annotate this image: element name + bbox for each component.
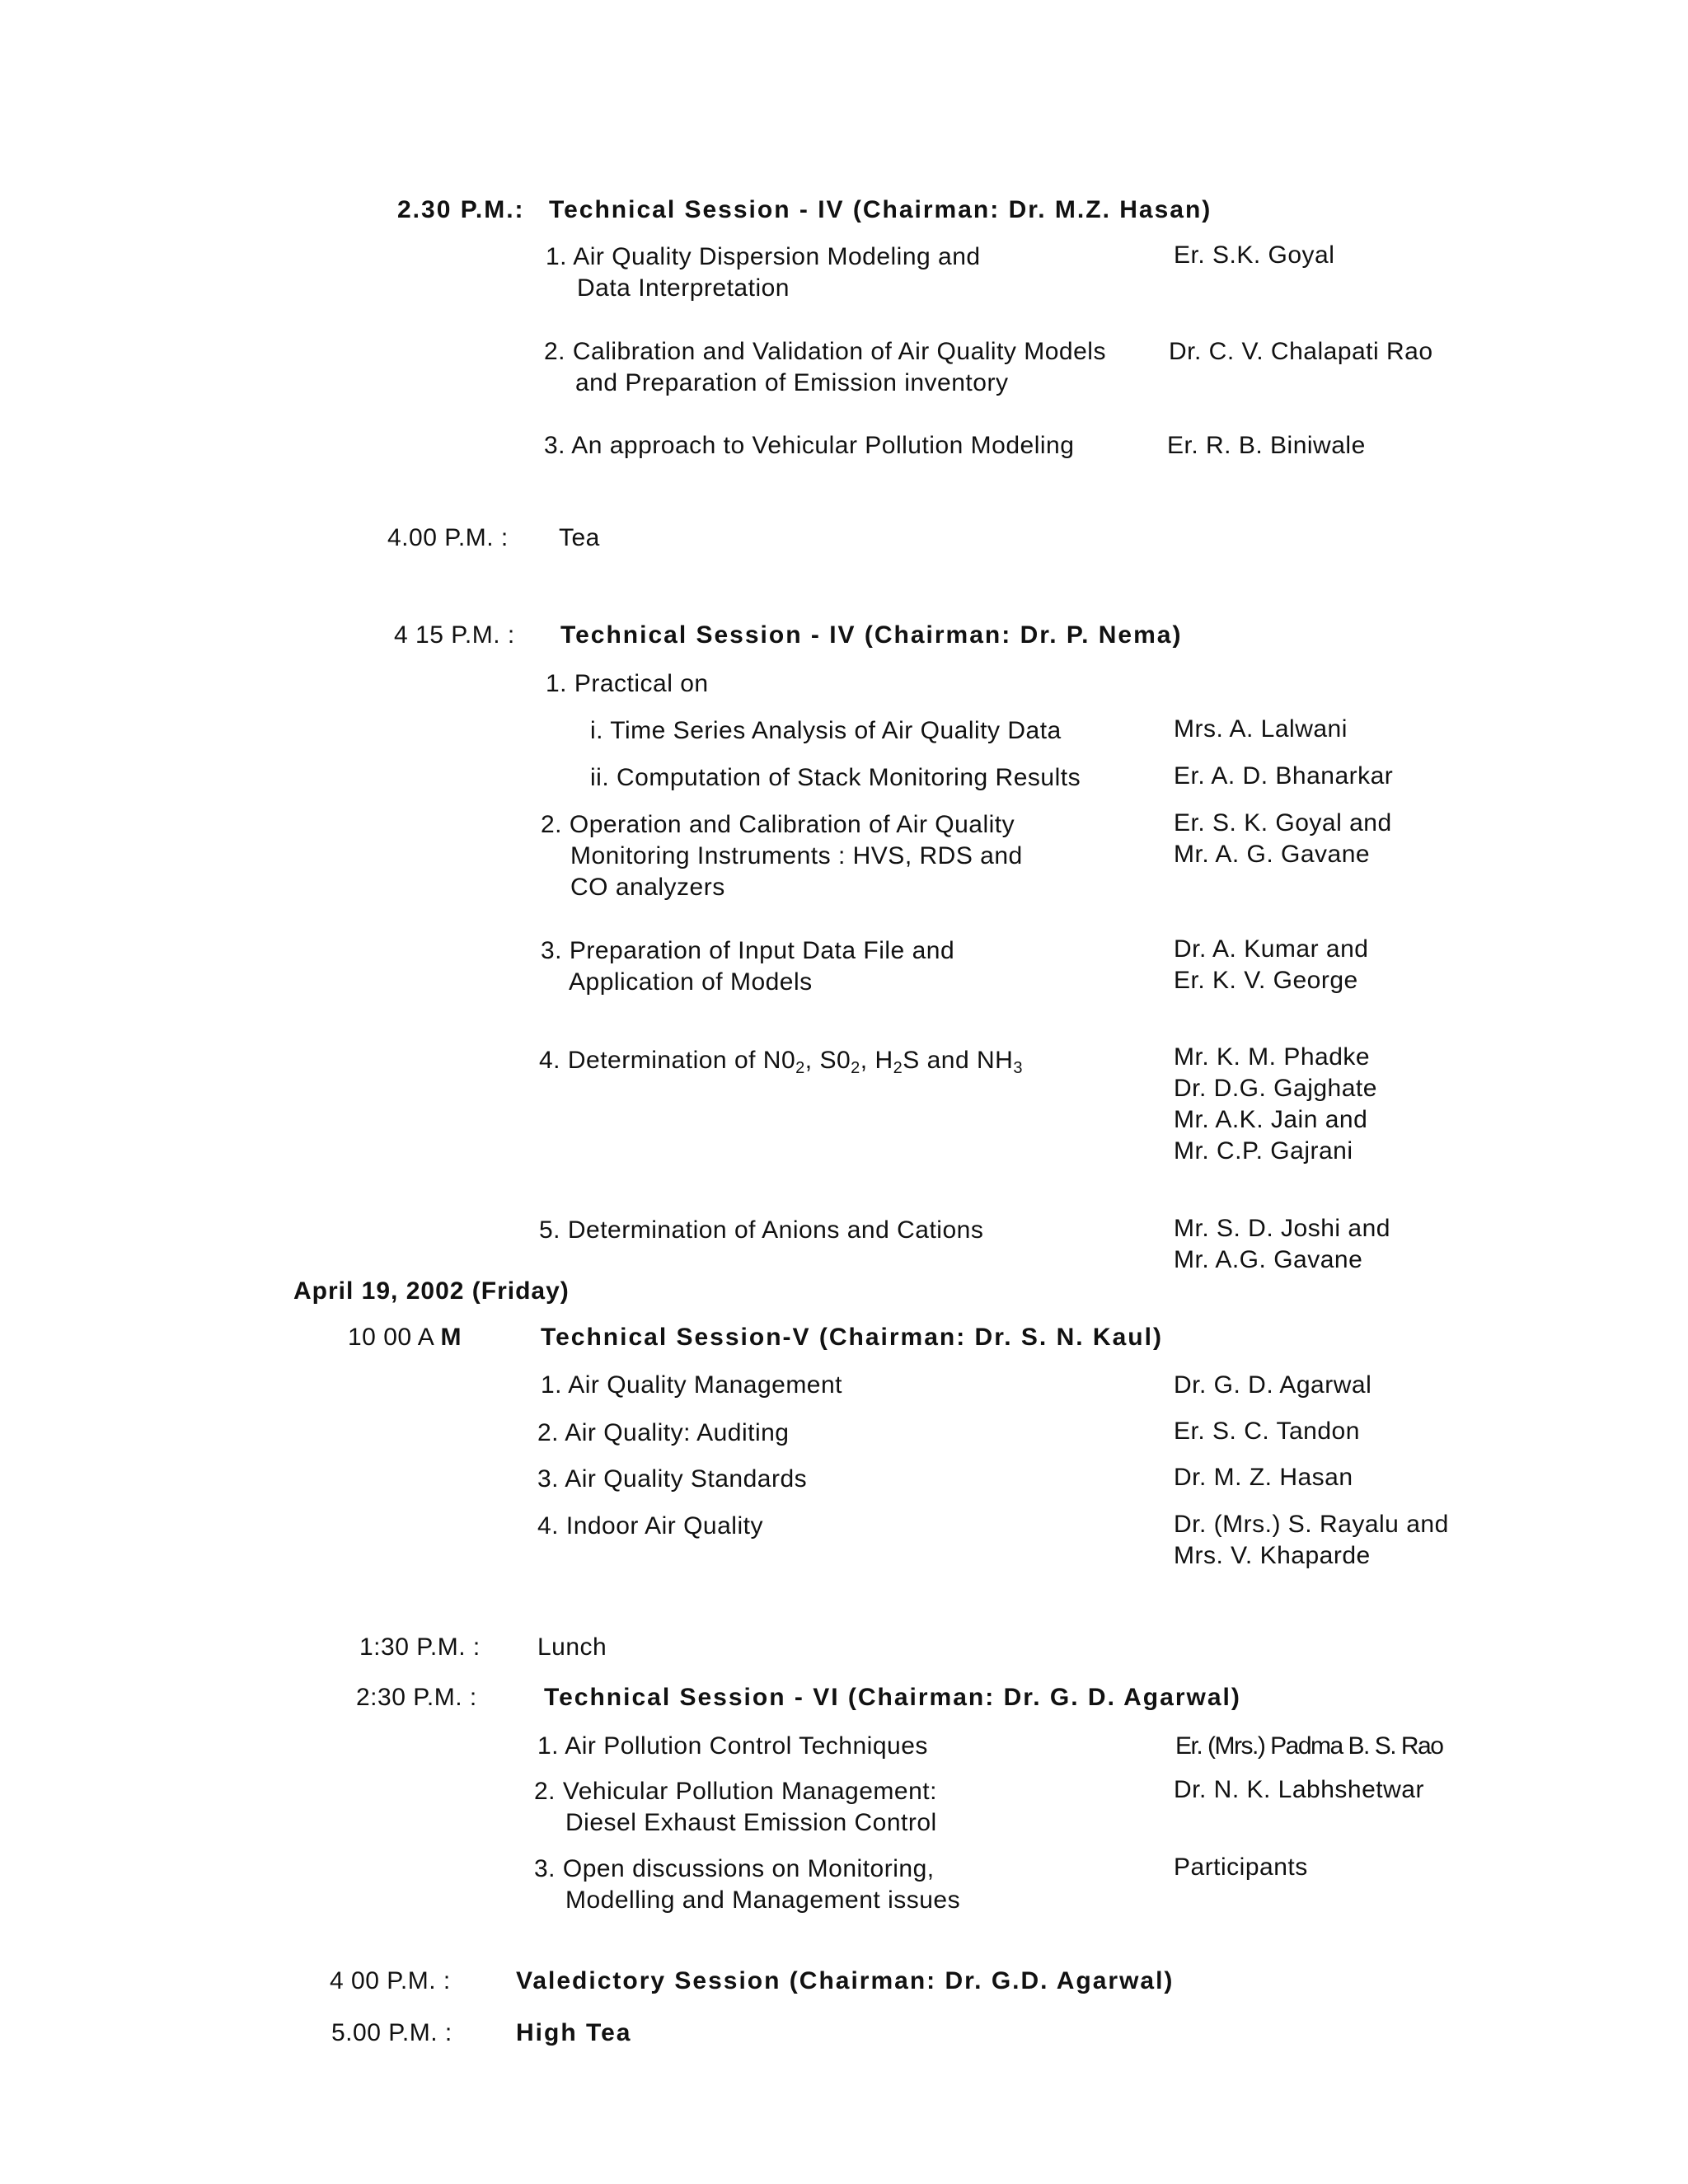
speaker: Mr. A. G. Gavane — [1174, 841, 1371, 868]
speaker: Mr. K. M. Phadke — [1174, 1043, 1371, 1071]
session-time: 5.00 P.M. : — [331, 2019, 452, 2046]
session-time: 4 15 P.M. : — [394, 621, 515, 649]
session-title: Technical Session - IV (Chairman: Dr. P. Nema) — [560, 621, 1183, 649]
agenda-item: 2. Air Quality: Auditing — [537, 1419, 790, 1446]
session-time: 10 00 A M — [348, 1324, 462, 1351]
agenda-item-cont: Data Interpretation — [577, 274, 790, 302]
session-title: Technical Session - VI (Chairman: Dr. G. D. Agarwal) — [544, 1684, 1241, 1711]
speaker: Er. A. D. Bhanarkar — [1174, 762, 1394, 790]
speaker: Mr. C.P. Gajrani — [1174, 1137, 1353, 1165]
agenda-item: 3. Air Quality Standards — [537, 1465, 808, 1493]
agenda-item-cont: Modelling and Management issues — [565, 1886, 961, 1914]
speaker: Dr. (Mrs.) S. Rayalu and — [1174, 1511, 1449, 1538]
agenda-item: 3. Open discussions on Monitoring, — [534, 1855, 935, 1882]
speaker: Mr. S. D. Joshi and — [1174, 1215, 1390, 1242]
agenda-item: 2. Vehicular Pollution Management: — [534, 1778, 937, 1805]
agenda-item-cont: Application of Models — [569, 968, 813, 996]
session-time: 2:30 P.M. : — [356, 1684, 477, 1711]
agenda-item: 4. Determination of $N0_2$, $S0_2$, $H_2S$ and $NH_3$ — [539, 1047, 1023, 1077]
agenda-item: 1. Air Pollution Control Techniques — [537, 1732, 928, 1760]
speaker: Dr. D.G. Gajghate — [1174, 1075, 1377, 1102]
agenda-item: 3. An approach to Vehicular Pollution Modeling — [544, 432, 1075, 459]
agenda-item: 1. Air Quality Management — [541, 1371, 843, 1399]
speaker: Mr. A.G. Gavane — [1174, 1246, 1363, 1273]
speaker: Dr. N. K. Labhshetwar — [1174, 1776, 1424, 1803]
agenda-item: 3. Preparation of Input Data File and — [541, 937, 955, 964]
session-time: 2.30 P.M.: — [397, 196, 525, 223]
speaker: Er. R. B. Biniwale — [1167, 432, 1366, 459]
break-label: Lunch — [537, 1633, 607, 1661]
speaker: Dr. G. D. Agarwal — [1174, 1371, 1372, 1399]
agenda-item: 5. Determination of Anions and Cations — [539, 1216, 984, 1244]
speaker: Er. K. V. George — [1174, 967, 1358, 994]
break-label: Tea — [559, 524, 600, 551]
speaker: Er. (Mrs.) Padma B. S. Rao — [1175, 1732, 1443, 1760]
agenda-item-cont: Diesel Exhaust Emission Control — [565, 1809, 937, 1836]
agenda-item: 1. Practical on — [546, 670, 709, 697]
speaker: Mrs. A. Lalwani — [1174, 715, 1348, 743]
speaker: Participants — [1174, 1854, 1308, 1881]
agenda-subitem: ii. Computation of Stack Monitoring Results — [590, 764, 1081, 791]
session-time: 4 00 P.M. : — [330, 1967, 451, 1994]
agenda-item: 2. Calibration and Validation of Air Quality Models — [544, 338, 1106, 365]
agenda-item-cont: CO analyzers — [570, 874, 725, 901]
session-title: Technical Session - IV (Chairman: Dr. M.Z. Hasan) — [549, 196, 1212, 223]
speaker: Dr. M. Z. Hasan — [1174, 1464, 1353, 1491]
agenda-item: 4. Indoor Air Quality — [537, 1512, 763, 1540]
session-title: Technical Session-V (Chairman: Dr. S. N. Kaul) — [541, 1324, 1163, 1351]
agenda-item-cont: Monitoring Instruments : HVS, RDS and — [570, 842, 1023, 869]
speaker: Mr. A.K. Jain and — [1174, 1106, 1368, 1133]
speaker: Er. S. C. Tandon — [1174, 1418, 1360, 1445]
speaker: Dr. C. V. Chalapati Rao — [1169, 338, 1433, 365]
agenda-item: 2. Operation and Calibration of Air Quality — [541, 811, 1015, 838]
break-time: 4.00 P.M. : — [387, 524, 509, 551]
break-time: 1:30 P.M. : — [359, 1633, 481, 1661]
speaker: Er. S.K. Goyal — [1174, 241, 1335, 269]
speaker: Er. S. K. Goyal and — [1174, 809, 1392, 837]
agenda-subitem: i. Time Series Analysis of Air Quality Data — [590, 717, 1062, 744]
speaker: Dr. A. Kumar and — [1174, 935, 1369, 963]
session-title: High Tea — [516, 2019, 632, 2046]
agenda-item-cont: and Preparation of Emission inventory — [575, 369, 1009, 396]
session-title: Valedictory Session (Chairman: Dr. G.D. Agarwal) — [516, 1967, 1175, 1994]
day-heading: April 19, 2002 (Friday) — [293, 1277, 570, 1305]
speaker: Mrs. V. Khaparde — [1174, 1542, 1371, 1569]
agenda-item: 1. Air Quality Dispersion Modeling and — [546, 243, 981, 270]
